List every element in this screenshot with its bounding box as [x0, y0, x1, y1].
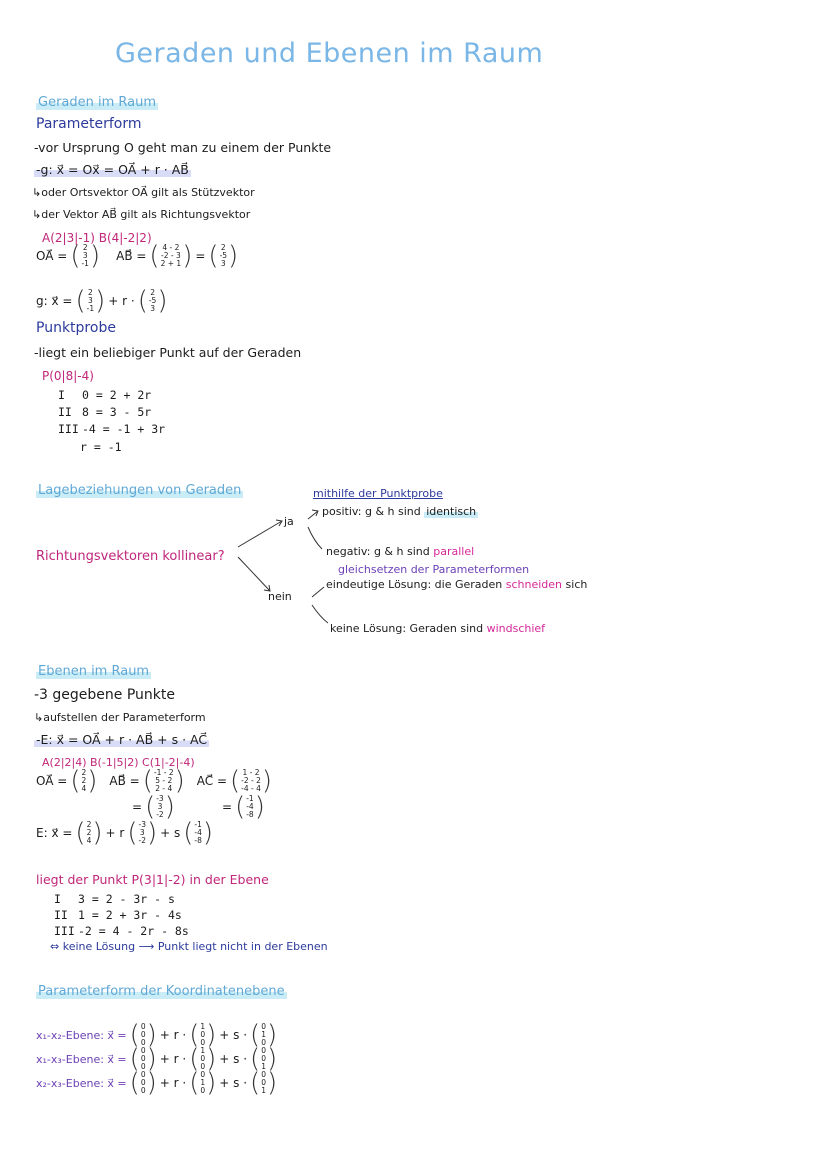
subheading-punktprobe: Punktprobe [36, 320, 116, 336]
ebene-probe-result: ⇔ keine Lösung ⟶ Punkt liegt nicht in der Ebenen [50, 940, 328, 953]
vector-stuetz: ( 2 3 -1 ) [75, 286, 106, 316]
equation-iii: III -2 = 4 - 2r - 8s [54, 924, 189, 938]
vector-ab-calc: ( -1 - 2 5 - 2 2 - 4 ) [142, 766, 185, 796]
label-gleichsetzen: gleichsetzen der Parameterformen [338, 563, 530, 576]
equation-iii: III -4 = -1 + 3r [58, 422, 166, 436]
section-heading-koordinatenebene: Parameterform der Koordinatenebene [38, 984, 285, 999]
punktprobe-point: P(0|8|-4) [42, 369, 94, 383]
vector-ac-calc: ( 1 - 2 -2 - 2 -4 - 4 ) [230, 766, 273, 796]
punktprobe-result: r = -1 [80, 440, 122, 454]
gerade-equation: g: x⃗ = ( 2 3 -1 ) + r · ( 2 -5 3 ) [36, 286, 168, 316]
question-kollinear: Richtungsvektoren kollinear? [36, 549, 225, 564]
section-heading-lagebeziehungen: Lagebeziehungen von Geraden [38, 483, 242, 498]
vector-ab-result: = ( -3 3 -2 ) [132, 792, 175, 822]
koord-row-x1x2: x₁-x₂-Ebene: x⃗ = ( 0 0 0 ) + r · ( 1 0 0 ) + s · ( 0 1 0 ) [36, 1020, 278, 1050]
equation-i: I 0 = 2 + 2r [58, 388, 152, 402]
vector-richtung: ( 2 -5 3 ) [137, 286, 168, 316]
section-heading-ebenen: Ebenen im Raum [38, 664, 150, 679]
text-line: -vor Ursprung O geht man zu einem der Punkte [34, 140, 332, 155]
label-mithilfe: mithilfe der Punktprobe [313, 487, 443, 500]
equation-ii: II 8 = 3 - 5r [58, 405, 152, 419]
result-negativ: negativ: g & h sind parallel [326, 545, 475, 558]
vector-ab-calc: ( 4 - 2 -2 - 3 2 + 1 ) [149, 241, 193, 271]
result-positiv: positiv: g & h sind identisch [322, 505, 477, 518]
vector-oa: ( 2 3 -1 ) [70, 241, 101, 271]
ebenen-text: -3 gegebene Punkte [34, 687, 175, 703]
label-nein: nein [268, 590, 292, 603]
ebene-probe-question: liegt der Punkt P(3|1|-2) in der Ebene [36, 872, 269, 887]
ebenen-note: ↳aufstellen der Parameterform [34, 711, 206, 724]
result-keine: keine Lösung: Geraden sind windschief [330, 622, 546, 635]
equation-ii: II 1 = 2 + 3r - 4s [54, 908, 182, 922]
vector-ac-result: = ( -1 -4 -8 ) [222, 792, 265, 822]
result-eindeutig: eindeutige Lösung: die Geraden schneiden sich [326, 578, 588, 591]
ebenen-formula: -E: x⃗ = OA⃗ + r · AB⃗ + s · AC⃗ [36, 732, 208, 747]
koord-row-x1x3: x₁-x₃-Ebene: x⃗ = ( 0 0 0 ) + r · ( 1 0 0 ) + s · ( 0 0 1 ) [36, 1044, 278, 1074]
ebenen-points: A(2|2|4) B(-1|5|2) C(1|-2|-4) [42, 756, 195, 769]
geraden-formula: -g: x⃗ = Ox⃗ = OA⃗ + r · AB⃗ [36, 162, 189, 177]
label-ja: ja [284, 515, 294, 528]
ebene-vector-row: OA⃗ = ( 2 2 4 ) AB⃗ = ( -1 - 2 5 - 2 2 - 4 ) AC⃗ = ( 1 - 2 -2 - 2 -4 - 4 ) [36, 766, 273, 796]
subheading-parameterform: Parameterform [36, 116, 142, 132]
koord-row-x2x3: x₂-x₃-Ebene: x⃗ = ( 0 0 0 ) + r · ( 0 1 0 ) + s · ( 0 0 1 ) [36, 1068, 278, 1098]
note-stuetzvektor: ↳oder Ortsvektor OA⃗ gilt als Stützvektor [32, 186, 255, 199]
vector-ab: ( 2 -5 3 ) [208, 241, 239, 271]
note-richtungsvektor: ↳der Vektor AB⃗ gilt als Richtungsvektor [32, 208, 251, 221]
section-heading-geraden: Geraden im Raum [38, 95, 157, 110]
vector-calc-row: OA⃗ = ( 2 3 -1 ) AB⃗ = ( 4 - 2 -2 - 3 2 + 1 ) = ( 2 -5 3 ) [36, 241, 239, 271]
equation-i: I 3 = 2 - 3r - s [54, 892, 175, 906]
ebene-equation: E: x⃗ = ( 2 2 4 ) + r ( -3 3 -2 ) + s ( -1 -4 -8 ) [36, 818, 214, 848]
vector-oa: ( 2 2 4 ) [70, 766, 98, 796]
punktprobe-text: -liegt ein beliebiger Punkt auf der Geraden [34, 345, 302, 360]
example-points: A(2|3|-1) B(4|-2|2) [42, 231, 152, 245]
page-title: Geraden und Ebenen im Raum [115, 38, 544, 69]
